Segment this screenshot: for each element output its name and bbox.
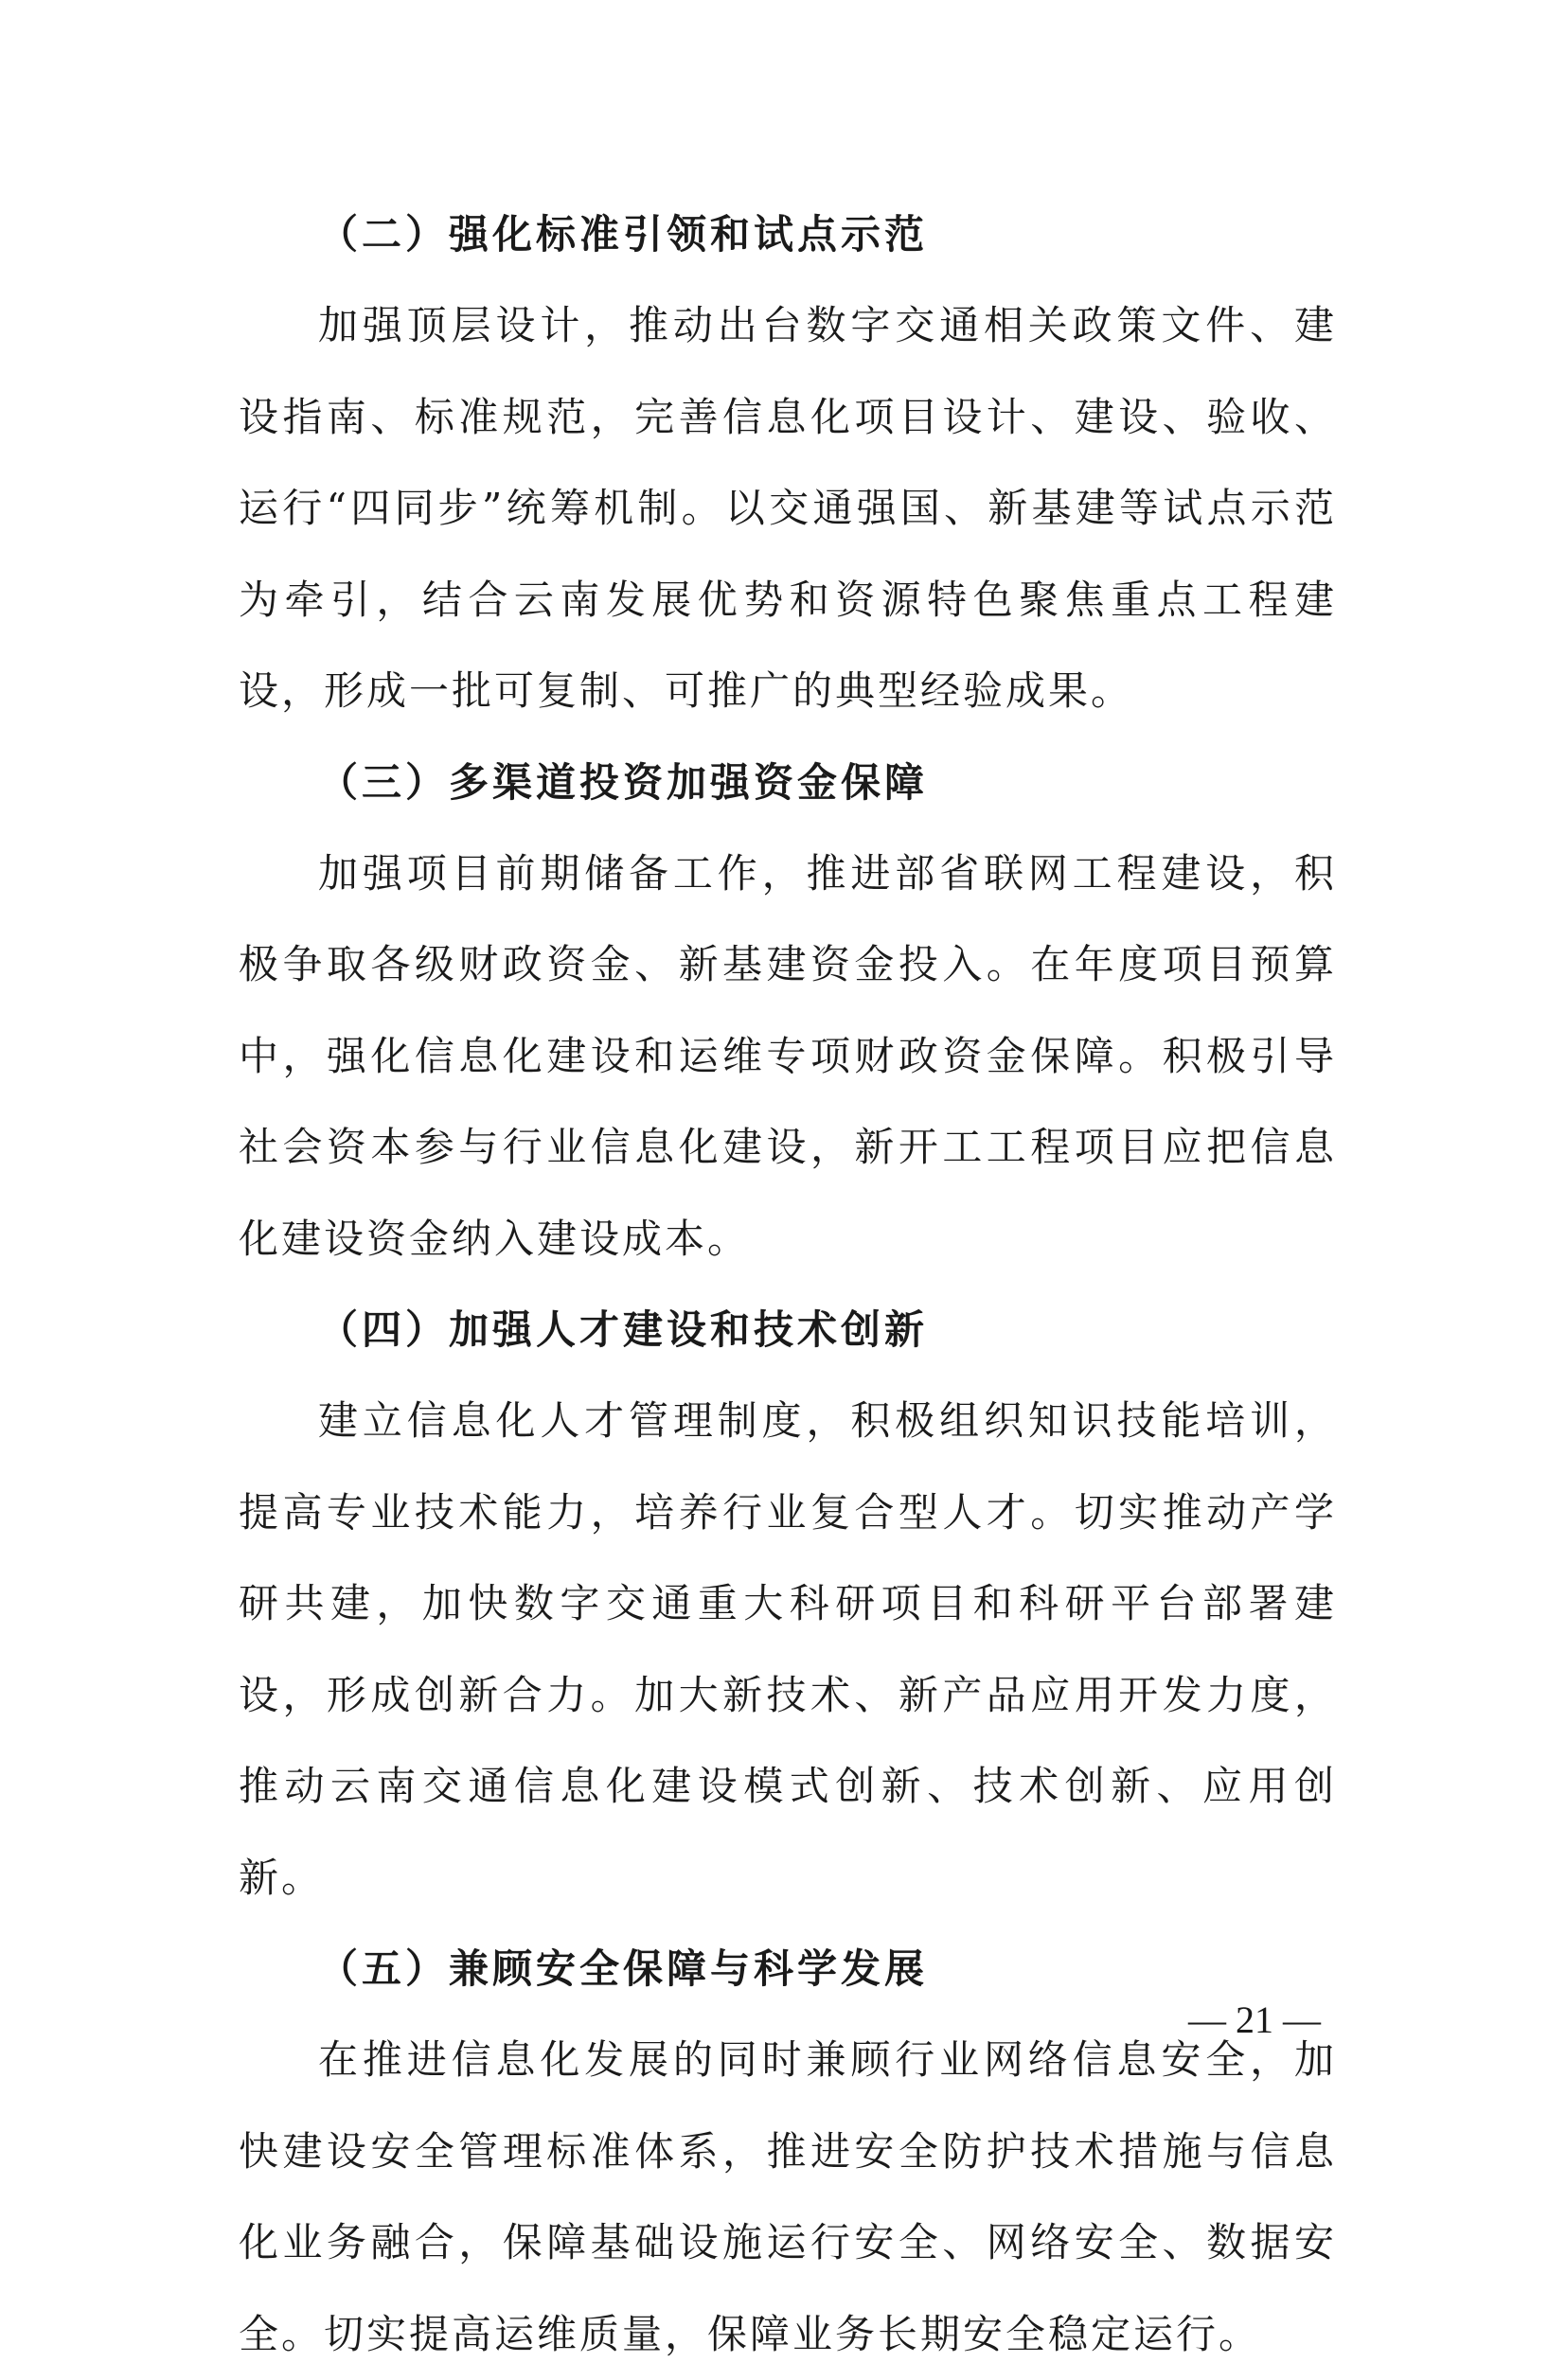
- section-paragraph: 加强项目前期储备工作，推进部省联网工程建设，积极争取各级财政资金、新基建资金投入。在年度项目预算中，强化信息化建设和运维专项财政资金保障。积极引导社会资本参与行业信息化建设，新开工工程项目应把信息化建设资金纳入建设成本。: [239, 849, 1337, 1262]
- section-4: [239, 1285, 1337, 1924]
- section-heading: （五）兼顾安全保障与科学发展: [318, 1945, 929, 1992]
- section-heading: （二）强化标准引领和试点示范: [318, 211, 929, 258]
- section-3: [239, 737, 1337, 1286]
- section-5: [239, 1924, 1337, 2380]
- document-body: [239, 189, 1337, 2380]
- page-number: — 21 —: [1188, 1998, 1321, 2041]
- section-heading: （三）多渠道投资加强资金保障: [318, 758, 929, 806]
- section-2: [239, 189, 1337, 737]
- section-heading: （四）加强人才建设和技术创新: [318, 1306, 929, 1353]
- section-paragraph: 在推进信息化发展的同时兼顾行业网络信息安全，加快建设安全管理标准体系，推进安全防护技术措施与信息化业务融合，保障基础设施运行安全、网络安全、数据安全。切实提高运维质量，保障业务长期安全稳定运行。: [239, 2036, 1337, 2357]
- section-paragraph: 加强顶层设计，推动出台数字交通相关政策文件、建设指南、标准规范，完善信息化项目设计、建设、验收、运行“四同步”统筹机制。以交通强国、新基建等试点示范为牵引，结合云南发展优势和资源特色聚焦重点工程建设，形成一批可复制、可推广的典型经验成果。: [239, 302, 1337, 714]
- section-paragraph: 建立信息化人才管理制度，积极组织知识技能培训，提高专业技术能力，培养行业复合型人才。切实推动产学研共建，加快数字交通重大科研项目和科研平台部署建设，形成创新合力。加大新技术、新产品应用开发力度，推动云南交通信息化建设模式创新、技术创新、应用创新。: [239, 1397, 1337, 1901]
